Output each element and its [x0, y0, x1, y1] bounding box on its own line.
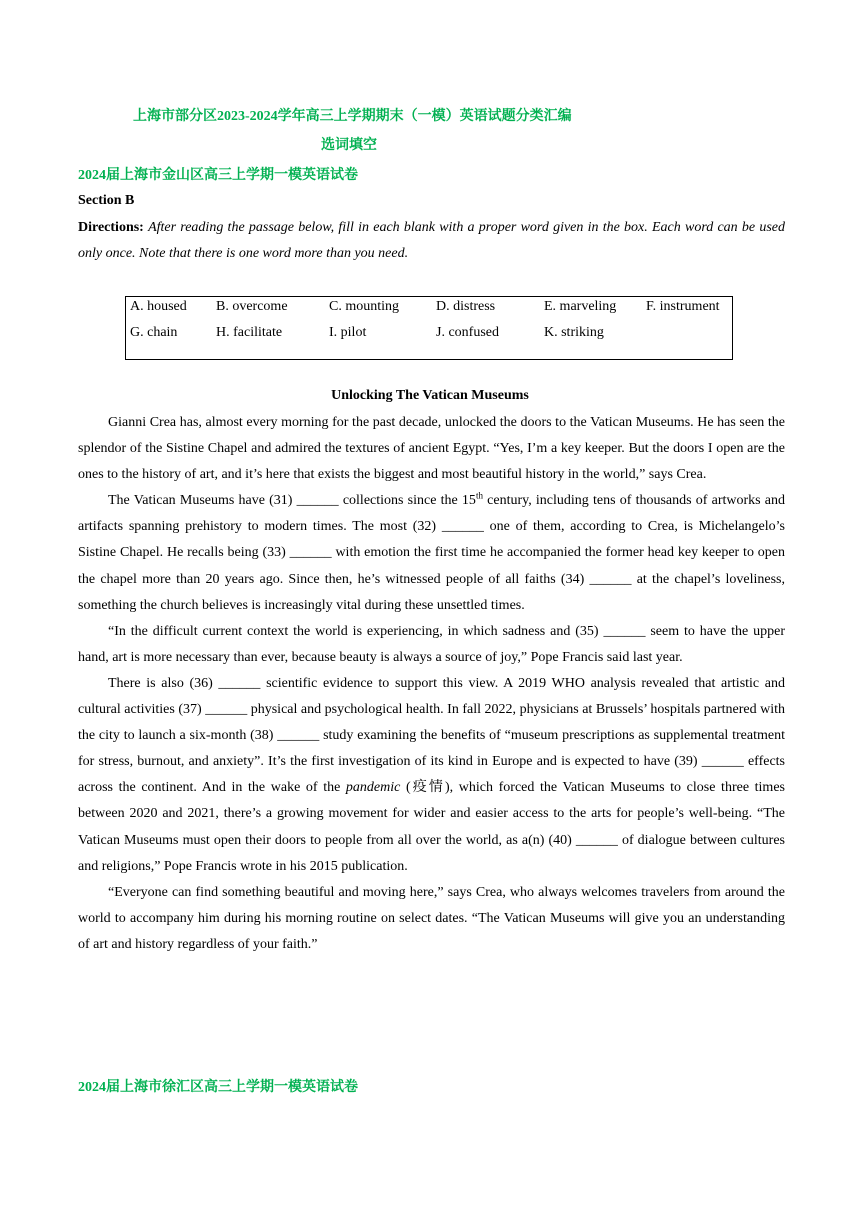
exam-heading-jinshan: 2024届上海市金山区高三上学期一模英语试卷 — [78, 168, 358, 183]
word-option: D. distress — [436, 299, 496, 314]
word-option: K. striking — [544, 325, 604, 340]
word-option: E. marveling — [544, 299, 617, 314]
word-option: G. chain — [130, 325, 178, 340]
word-option: I. pilot — [329, 325, 367, 340]
word-box — [125, 296, 733, 360]
word-option: J. confused — [436, 325, 499, 340]
document-title: 上海市部分区2023-2024学年高三上学期期末（一模）英语试题分类汇编 — [133, 109, 572, 124]
word-option: A. housed — [130, 299, 187, 314]
word-option: H. facilitate — [216, 325, 283, 340]
directions — [78, 215, 785, 267]
directions-label: Directions: — [78, 220, 144, 235]
passage-paragraph: There is also (36) ______ scientific evidence to support this view. A 2019 WHO analysis revealed that artistic and cultural activities (37) ______ physical and psychological health. In fall 2022, physicians at Brussels’ hospitals partnered with the city to launch a six-month (38) ______ study examining the benefits of “museum prescriptions as supplemental treatment for stress, burnout, and anxiety”. It’s the first investigation of its kind in Europe and is expected to have (39) ______ effects across the continent. And in the wake of the pandemic (疫情), which forced the Vatican Museums to close three times between 2020 and 2021, there’s a growing movement for wider and easier access to the arts for people’s well-being. “The Vatican Museums must open their doors to people from all over the world, as a(n) (40) ______ of dialogue between cultures and religions,” Pope Francis wrote in his 2015 publication. — [78, 675, 785, 874]
passage-paragraph: Gianni Crea has, almost every morning for the past decade, unlocked the doors to the Vatican Museums. He has seen the splendor of the Sistine Chapel and admired the textures of ancient Egypt. “Yes, I’m a key keeper. But the doors I open are the ones to the history of art, and it’s here that exists the biggest and most beautiful history in the world,” says Crea. — [78, 415, 785, 483]
passage-title: Unlocking The Vatican Museums — [331, 388, 529, 403]
passage-paragraph: “In the difficult current context the world is experiencing, in which sadness and (35) ______ seem to have the upper hand, art is more necessary than ever, because beauty is always a source of joy,” Pope Francis said last year. — [78, 623, 785, 665]
directions-text: After reading the passage below, fill in each blank with a proper word given in the box. Each word can be used only once. Note that there is one word more than you need. — [78, 220, 786, 261]
word-option: F. instrument — [646, 299, 720, 314]
document-subtitle: 选词填空 — [321, 138, 377, 153]
passage-paragraph: “Everyone can find something beautiful and moving here,” says Crea, who always welcomes travelers from around the world to accompany him during his morning routine on select dates. “The Vatican Museums will give you an understanding of art and history regardless of your faith.” — [78, 884, 785, 952]
section-label: Section B — [78, 193, 135, 208]
passage-body — [78, 410, 785, 958]
word-option: C. mounting — [329, 299, 400, 314]
passage-paragraph: The Vatican Museums have (31) ______ collections since the 15th century, including tens of thousands of artworks and artifacts spanning prehistory to modern times. The most (32) ______ one of them, according to Crea, is Michelangelo’s Sistine Chapel. He recalls being (33) ______ with emotion the first time he accompanied the former head key keeper to open the chapel more than 20 years ago. Since then, he’s witnessed people of all faiths (34) ______ at the chapel’s loveliness, something the church believes is increasingly vital during these unsettled times. — [78, 490, 786, 613]
exam-heading-xuhui: 2024届上海市徐汇区高三上学期一模英语试卷 — [78, 1080, 358, 1095]
word-option: B. overcome — [216, 299, 288, 314]
